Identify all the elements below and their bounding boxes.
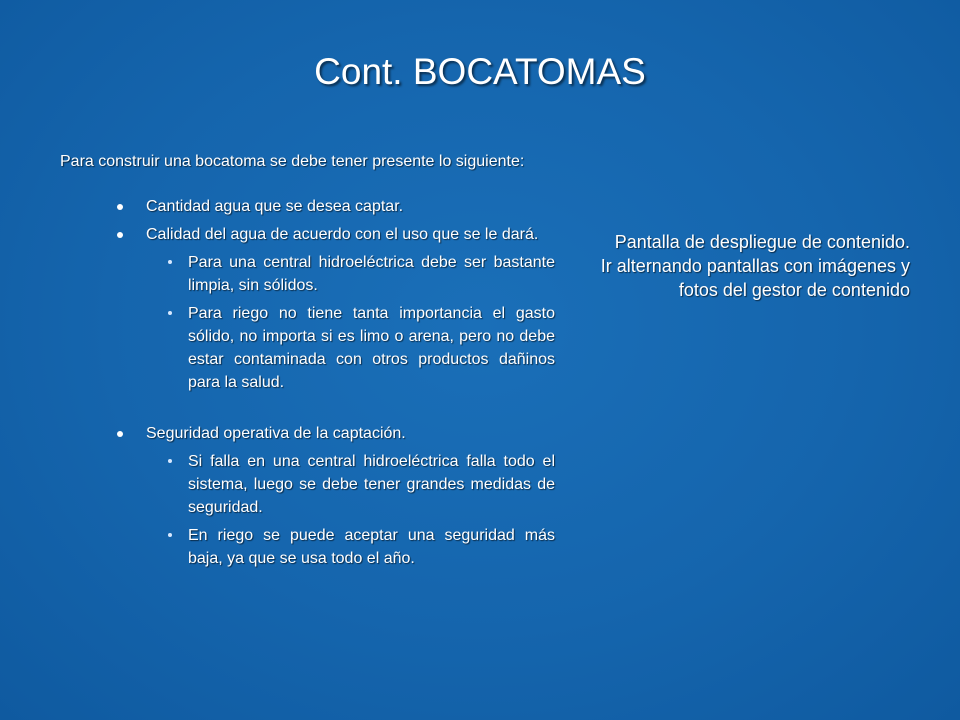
bullet-dot-icon: [117, 204, 123, 210]
sub-bullet-dot-icon: [168, 459, 172, 463]
sub-bullet-text: Para riego no tiene tanta importancia el gasto sólido, no importa si es limo o arena, pero no debe estar contaminada con otros productos dañinos para la salud.: [188, 305, 555, 391]
sub-bullet-item: [60, 524, 555, 570]
sub-bullet-item: [60, 302, 555, 394]
content-body: [60, 150, 555, 575]
sub-bullet-item: [60, 450, 555, 519]
sub-bullet-text: Si falla en una central hidroeléctrica falla todo el sistema, luego se debe tener grandes medidas de seguridad.: [188, 453, 555, 516]
sub-bullet-item: [60, 251, 555, 297]
sub-bullet-dot-icon: [168, 533, 172, 537]
slide-title: Cont. BOCATOMAS: [314, 51, 646, 92]
sub-bullet-dot-icon: [168, 260, 172, 264]
bullet-text: Cantidad agua que se desea captar.: [146, 198, 404, 215]
intro-text: Para construir una bocatoma se debe tener presente lo siguiente:: [60, 153, 525, 170]
side-note: Pantalla de despliegue de contenido. Ir alternando pantallas con imágenes y fotos del gestor de contenido: [600, 232, 910, 300]
bullet-text: Seguridad operativa de la captación.: [146, 425, 406, 442]
bullet-item: [60, 223, 555, 246]
bullet-text: Calidad del agua de acuerdo con el uso que se le dará.: [146, 226, 539, 243]
bullet-dot-icon: [117, 431, 123, 437]
bullet-item: [60, 195, 555, 218]
bullet-dot-icon: [117, 232, 123, 238]
bullet-item: [60, 422, 555, 445]
sub-bullet-text: En riego se puede aceptar una seguridad más baja, ya que se usa todo el año.: [188, 527, 555, 567]
sub-bullet-dot-icon: [168, 311, 172, 315]
sub-bullet-text: Para una central hidroeléctrica debe ser bastante limpia, sin sólidos.: [188, 254, 555, 294]
